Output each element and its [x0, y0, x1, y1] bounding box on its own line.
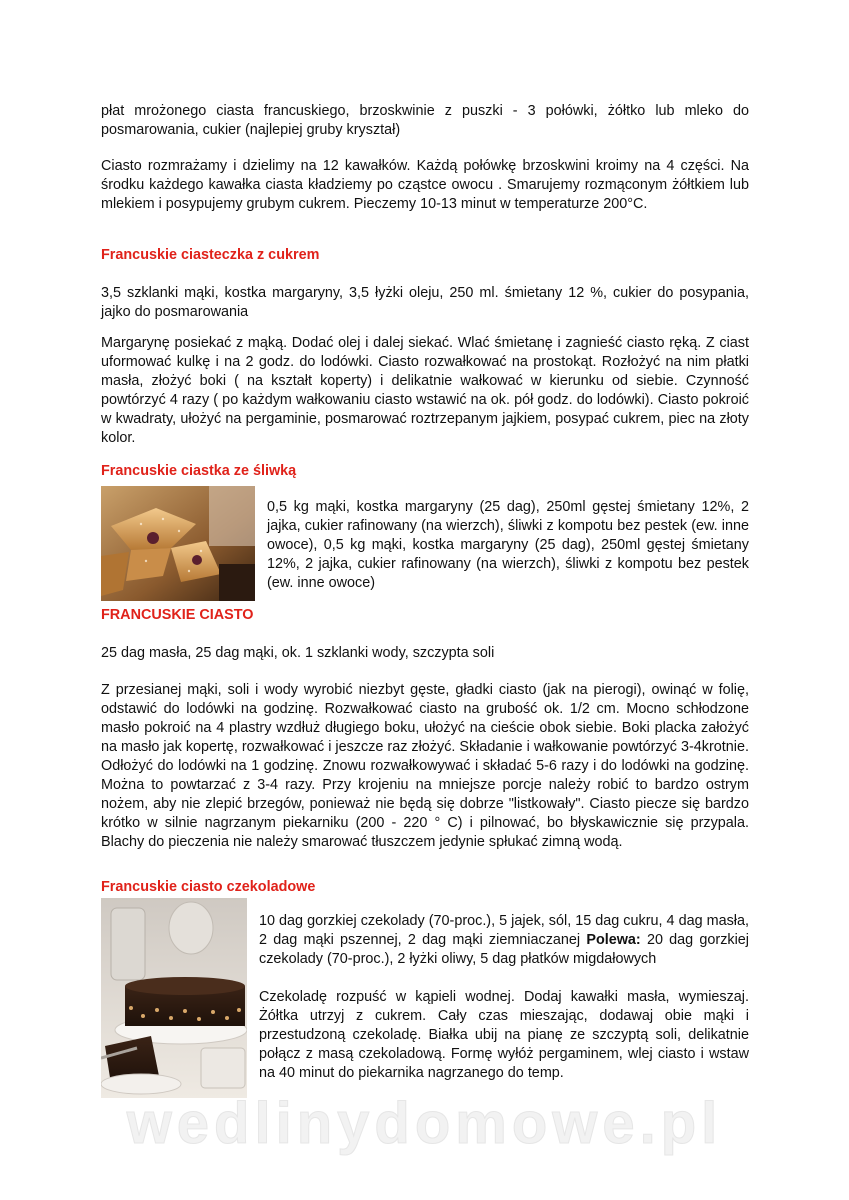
recipe4-text: [259, 912, 749, 1083]
recipe4-ingredients-b: 20 dag gorzkiej czekolady (70-proc.), 2 łyżki oliwy, 5 dag płatków migdałowych: [259, 932, 749, 967]
recipe2-text: [267, 498, 749, 593]
recipe1-method: Margarynę posiekać z mąką. Dodać olej i dalej siekać. Wlać śmietanę i zagnieść ciasto ręką. Z ciast uformować kulkę i na 2 godz. do lodówki. Ciasto rozwałkować na prostokąt. Rozłożyć na nim płatki masła, złożyć boki ( na kształt koperty) i delikatnie wałkować w kierunku od siebie. Czynność powtórzyć 4 razy ( po każdym wałkowaniu ciasto wstawić na ok. pół godz. do lodówki). Ciasto pokroić w kwadraty, ułożyć na pergaminie, posmarować roztrzepanym jajkiem, posypać cukrem, piec na złoty kolor.: [101, 335, 749, 446]
chocolate-cake-photo: [101, 898, 247, 1098]
recipe3-ingredients: 25 dag masła, 25 dag mąki, ok. 1 szklanki wody, szczypta soli: [101, 645, 495, 661]
recipe4-method: Czekoladę rozpuść w kąpieli wodnej. Dodaj kawałki masła, wymieszaj. Żółtka utrzyj z cukrem. Cały czas mieszając, dodawaj obie mąki i przestudzoną czekoladę. Białka ubij na pianę ze szczyptą soli, delikatnie połącz z masą czekoladową. Formę wyłóż pergaminem, wlej ciasto i wstaw na 40 minut do piekarnika nagrzanego do temp.: [259, 989, 749, 1081]
recipe4-title: Francuskie ciasto czekoladowe: [101, 879, 316, 895]
plum-pastry-photo: [101, 486, 255, 601]
recipe1-title: Francuskie ciasteczka z cukrem: [101, 247, 320, 263]
recipe3-method: Z przesianej mąki, soli i wody wyrobić niezbyt gęste, gładki ciasto (jak na pierogi), owinąć w folię, odstawić do lodówki na godzinę. Rozwałkować ciasto na grubość ok. 1/2 cm. Mocno schłodzone masło pokroić na 4 plastry wzdłuż długiego boku, ułożyć na cieście obok siebie. Boki placka założyć na masło jak kopertę, rozwałkować i jeszcze raz złożyć. Składanie i wałkowanie powtórzyć 3-4krotnie. Odłożyć do lodówki na 1 godzinę. Znowu rozwałkowywać i składać 5-6 razy i do lodówki na godzinę. Można to powtarzać z 3-4 razy. Przy krojeniu na mniejsze porcje należy robić to bardzo ostrym nożem, aby nie zlepić brzegów, ponieważ nie będą się dobrze "listkowały". Ciasto piecze się bardzo krótko w silnie nagrzanym piekarniku (200 - 220 ° C) i pilnować, bo błyskawicznie się przypala. Blachy do pieczenia nie należy smarować tłuszczem jedynie spłukać zimną wodą.: [101, 682, 749, 850]
recipe4-ingredients-a: 10 dag gorzkiej czekolady (70-proc.), 5 jajek, sól, 15 dag cukru, 4 dag masła, 2 dag mąki pszennej, 2 dag mąki ziemniaczanej: [259, 913, 749, 948]
recipe2-ingredients: 0,5 kg mąki, kostka margaryny (25 dag), 250ml gęstej śmietany 12%, 2 jajka, cukier rafinowany (na wierzch), śliwki z kompotu bez pestek (ew. inne owoce), 0,5 kg mąki, kostka margaryny (25 dag), 250ml gęstej śmietany 12%, 2 jajka, cukier rafinowany (na wierzch), śliwki z kompotu bez pestek (ew. inne owoce): [267, 499, 749, 591]
recipe3-title: FRANCUSKIE CIASTO: [101, 607, 254, 623]
glaze-label: Polewa:: [586, 932, 641, 948]
intro-method: Ciasto rozmrażamy i dzielimy na 12 kawałków. Każdą połówkę brzoskwini kroimy na 4 części. Na środku każdego kawałka ciasta kładziemy po cząstce owocu . Smarujemy rozmąconym żółtkiem lub mlekiem i posypujemy grubym cukrem. Pieczemy 10-13 minut w temperaturze 200°C.: [101, 158, 749, 212]
recipe4-ingredients: [259, 912, 749, 969]
intro-ingredients: płat mrożonego ciasta francuskiego, brzoskwinie z puszki - 3 połówki, żółtko lub mleko do posmarowania, cukier (najlepiej gruby kryształ): [101, 103, 749, 138]
recipe2-title: Francuskie ciastka ze śliwką: [101, 463, 297, 479]
site-watermark: wedlinydomowe.pl: [126, 1091, 723, 1156]
recipe1-ingredients: 3,5 szklanki mąki, kostka margaryny, 3,5 łyżki oleju, 250 ml. śmietany 12 %, cukier do posypania, jajko do posmarowania: [101, 285, 749, 320]
